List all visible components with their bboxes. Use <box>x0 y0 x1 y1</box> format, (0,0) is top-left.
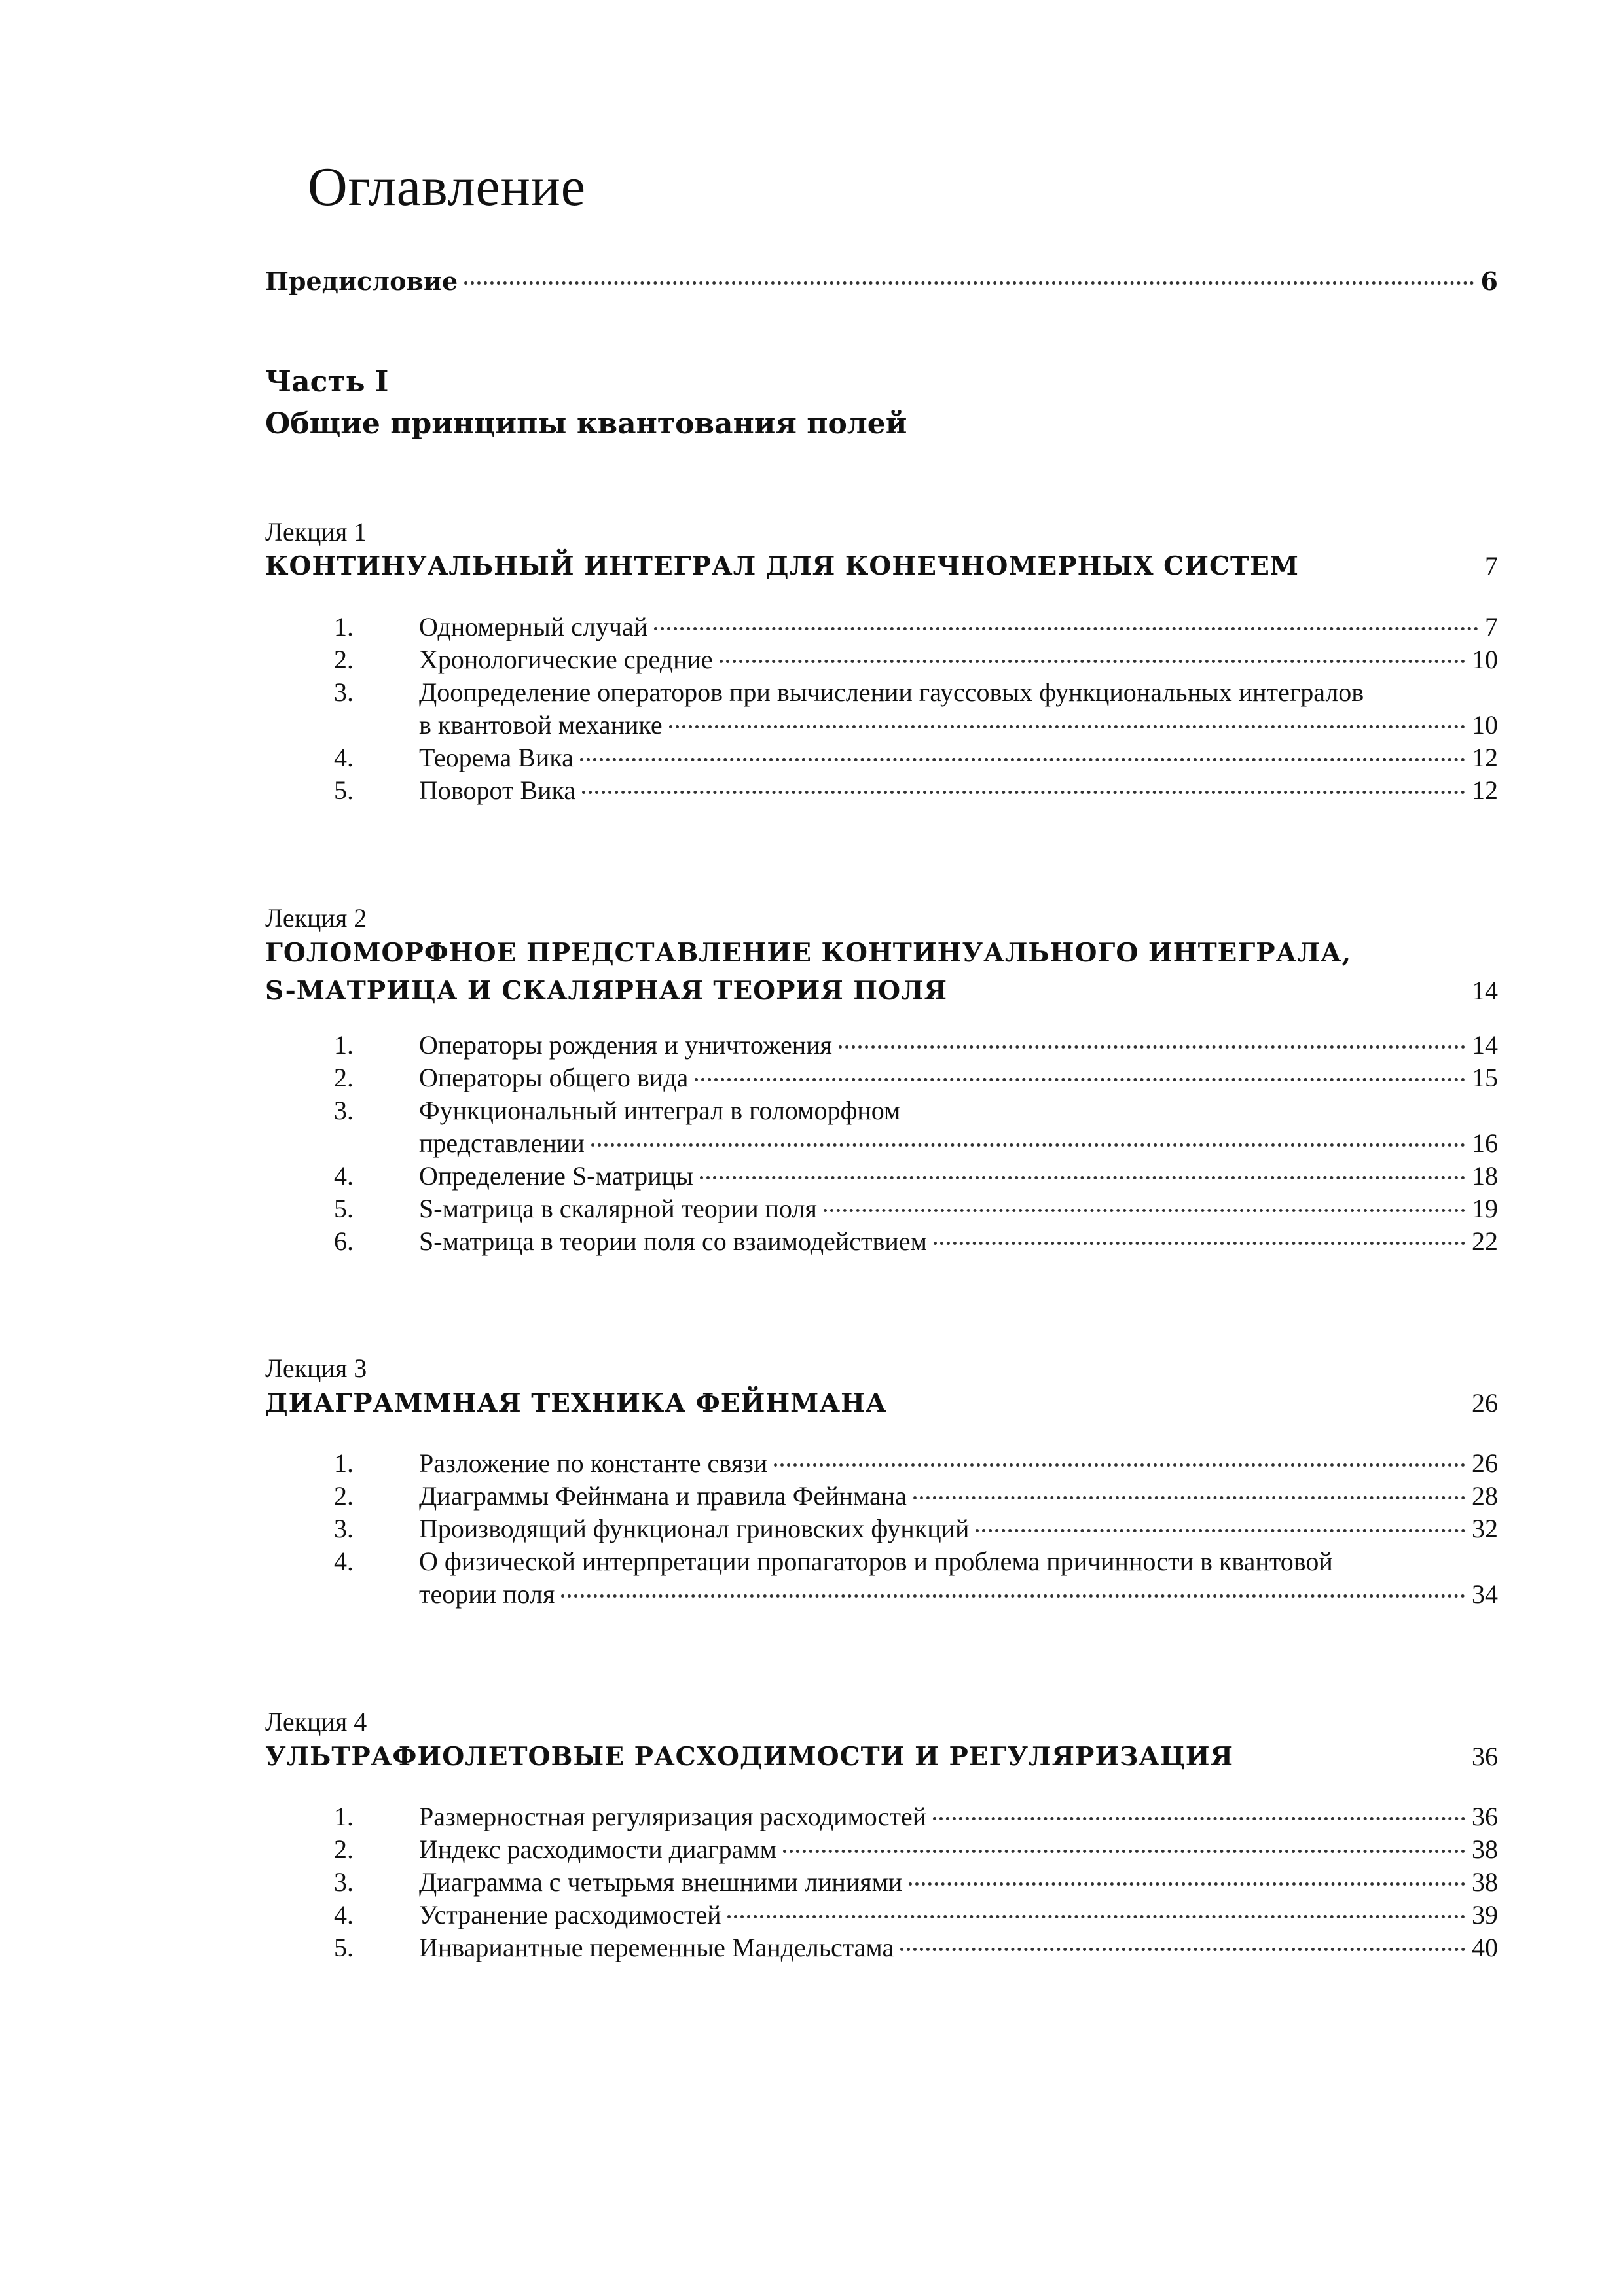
entry-title: Теорема Вика <box>419 743 574 772</box>
entry-title: Диаграмма с четырьмя внешними линиями <box>419 1867 903 1897</box>
entry-number: 3. <box>334 1096 354 1125</box>
entry-title-continued: теории поля <box>419 1579 555 1609</box>
entry-number: 2. <box>334 645 354 674</box>
toc-entry[interactable] <box>265 1448 1498 1479</box>
dot-leader <box>591 1143 1465 1147</box>
entry-page-number: 26 <box>1472 1448 1498 1478</box>
entry-page-number: 36 <box>1472 1802 1498 1831</box>
toc-entry[interactable] <box>265 1867 1498 1898</box>
entry-number: 2. <box>334 1481 354 1511</box>
entry-title: S-матрица в теории поля со взаимодействием <box>419 1227 927 1256</box>
toc-chapter-1[interactable] <box>265 547 1498 585</box>
dot-leader <box>700 1176 1465 1179</box>
entry-page-number: 39 <box>1472 1900 1498 1929</box>
entry-title: Диаграммы Фейнмана и правила Фейнмана <box>419 1481 907 1511</box>
entry-title: Доопределение операторов при вычислении гауссовых функциональных интегралов <box>419 677 1364 707</box>
toc-entry-continuation[interactable] <box>265 709 1498 741</box>
toc-entry[interactable] <box>265 644 1498 675</box>
chapter-page-number: 26 <box>1472 1388 1498 1418</box>
chapter-page-number: 7 <box>1485 551 1498 581</box>
toc-entry[interactable] <box>265 1193 1498 1225</box>
entry-page-number: 38 <box>1472 1835 1498 1864</box>
lecture-label: Лекция 1 <box>265 517 367 547</box>
entry-title: Устранение расходимостей <box>419 1900 721 1929</box>
entry-page-number: 34 <box>1472 1579 1498 1609</box>
dot-leader <box>464 281 1474 285</box>
entry-title: Операторы рождения и уничтожения <box>419 1030 832 1060</box>
lecture-label: Лекция 4 <box>265 1707 367 1736</box>
entry-title: Операторы общего вида <box>419 1063 689 1092</box>
dot-leader <box>774 1463 1465 1467</box>
entry-title: Хронологические средние <box>419 645 713 674</box>
dot-leader <box>580 758 1465 761</box>
entry-number: 6. <box>334 1227 354 1256</box>
entry-number: 1. <box>334 612 354 641</box>
entry-number: 1. <box>334 1802 354 1831</box>
chapter-title: ГОЛОМОРФНОЕ ПРЕДСТАВЛЕНИЕ КОНТИНУАЛЬНОГО ИНТЕГРАЛА, S-МАТРИЦА И СКАЛЯРНАЯ ТЕОРИЯ ПОЛЯ <box>265 938 1352 1006</box>
dot-leader <box>909 1882 1465 1886</box>
entry-number: 2. <box>334 1835 354 1864</box>
toc-entry[interactable] <box>265 775 1498 806</box>
dot-leader <box>561 1594 1465 1598</box>
entry-title: О физической интерпретации пропагаторов и проблема причинности в квантовой <box>419 1547 1333 1576</box>
preface-page-number: 6 <box>1480 266 1498 296</box>
entry-title: S-матрица в скалярной теории поля <box>419 1194 817 1223</box>
toc-entry-continuation[interactable] <box>265 1579 1498 1610</box>
toc-entry[interactable] <box>265 1030 1498 1061</box>
lecture-label: Лекция 3 <box>265 1354 367 1383</box>
toc-entry[interactable] <box>265 1932 1498 1964</box>
entry-title-continued: в квантовой механике <box>419 710 663 740</box>
entry-title: Индекс расходимости диаграмм <box>419 1835 776 1864</box>
toc-chapter-4[interactable] <box>265 1738 1498 1776</box>
entry-number: 5. <box>334 1933 354 1962</box>
entry-number: 3. <box>334 1867 354 1897</box>
chapter-title: КОНТИНУАЛЬНЫЙ ИНТЕГРАЛ ДЛЯ КОНЕЧНОМЕРНЫХ СИСТЕМ <box>265 551 1299 581</box>
entry-title: Размерностная регуляризация расходимостей <box>419 1802 927 1831</box>
preface-label: Предисловие <box>265 266 458 296</box>
entry-page-number: 10 <box>1472 710 1498 740</box>
entry-page-number: 22 <box>1472 1227 1498 1256</box>
chapter-title: ДИАГРАММНАЯ ТЕХНИКА ФЕЙНМАНА <box>265 1388 887 1418</box>
part-title: Общие принципы квантования полей <box>265 407 907 440</box>
entry-number: 3. <box>334 1514 354 1543</box>
toc-entry[interactable] <box>265 742 1498 774</box>
toc-chapter-3[interactable] <box>265 1384 1498 1422</box>
entry-number: 1. <box>334 1030 354 1060</box>
page-title: Оглавление <box>308 156 586 217</box>
entry-number: 3. <box>334 677 354 707</box>
dot-leader <box>933 1817 1465 1820</box>
entry-title: Производящий функционал гриновских функций <box>419 1514 970 1543</box>
entry-page-number: 16 <box>1472 1128 1498 1158</box>
dot-leader <box>839 1045 1465 1049</box>
dot-leader <box>824 1209 1465 1212</box>
entry-number: 4. <box>334 1547 354 1576</box>
toc-entry[interactable] <box>265 1226 1498 1257</box>
toc-entry[interactable] <box>265 1899 1498 1931</box>
toc-entry[interactable] <box>265 1834 1498 1865</box>
dot-leader <box>783 1850 1465 1853</box>
entry-page-number: 12 <box>1472 743 1498 772</box>
entry-page-number: 18 <box>1472 1161 1498 1191</box>
entry-number: 2. <box>334 1063 354 1092</box>
entry-title: Определение S-матрицы <box>419 1161 693 1191</box>
entry-page-number: 38 <box>1472 1867 1498 1897</box>
entry-number: 4. <box>334 1900 354 1929</box>
chapter-page-number: 36 <box>1472 1742 1498 1771</box>
entry-page-number: 19 <box>1472 1194 1498 1223</box>
entry-page-number: 28 <box>1472 1481 1498 1511</box>
toc-entry-preface[interactable] <box>265 262 1498 301</box>
part-label: Часть I <box>265 365 389 399</box>
lecture-label: Лекция 2 <box>265 903 367 933</box>
entry-number: 4. <box>334 743 354 772</box>
entry-number: 1. <box>334 1448 354 1478</box>
entry-page-number: 10 <box>1472 645 1498 674</box>
entry-title: Одномерный случай <box>419 612 648 641</box>
toc-entry[interactable] <box>265 1062 1498 1094</box>
toc-entry[interactable] <box>265 1801 1498 1833</box>
entry-number: 5. <box>334 1194 354 1223</box>
toc-entry-continuation[interactable] <box>265 1128 1498 1159</box>
entry-number: 4. <box>334 1161 354 1191</box>
dot-leader <box>727 1915 1465 1918</box>
entry-title-continued: представлении <box>419 1128 585 1158</box>
dot-leader <box>976 1529 1465 1532</box>
chapter-page-number: 14 <box>1472 976 1498 1005</box>
toc-entry[interactable] <box>265 1160 1498 1192</box>
toc-chapter-2[interactable] <box>265 934 1498 1010</box>
entry-page-number: 12 <box>1472 776 1498 805</box>
toc-entry[interactable] <box>265 1546 1498 1577</box>
toc-entry[interactable] <box>265 1095 1498 1126</box>
toc-entry[interactable] <box>265 677 1498 708</box>
dot-leader <box>934 1242 1465 1245</box>
toc-entry[interactable] <box>265 1480 1498 1512</box>
dot-leader <box>582 791 1465 794</box>
entry-page-number: 15 <box>1472 1063 1498 1092</box>
entry-page-number: 40 <box>1472 1933 1498 1962</box>
entry-title: Разложение по константе связи <box>419 1448 768 1478</box>
entry-title: Функциональный интеграл в голоморфном <box>419 1096 901 1125</box>
dot-leader <box>695 1078 1465 1081</box>
toc-entry[interactable] <box>265 611 1498 643</box>
entry-title: Поворот Вика <box>419 776 576 805</box>
dot-leader <box>900 1948 1465 1951</box>
dot-leader <box>720 660 1465 663</box>
toc-entry[interactable] <box>265 1513 1498 1545</box>
chapter-title: УЛЬТРАФИОЛЕТОВЫЕ РАСХОДИМОСТИ И РЕГУЛЯРИЗАЦИЯ <box>265 1742 1234 1772</box>
dot-leader <box>654 627 1478 630</box>
entry-page-number: 32 <box>1472 1514 1498 1543</box>
entry-number: 5. <box>334 776 354 805</box>
entry-title: Инвариантные переменные Мандельстама <box>419 1933 894 1962</box>
entry-page-number: 14 <box>1472 1030 1498 1060</box>
dot-leader <box>913 1496 1465 1499</box>
entry-page-number: 7 <box>1485 612 1498 641</box>
dot-leader <box>669 725 1465 728</box>
